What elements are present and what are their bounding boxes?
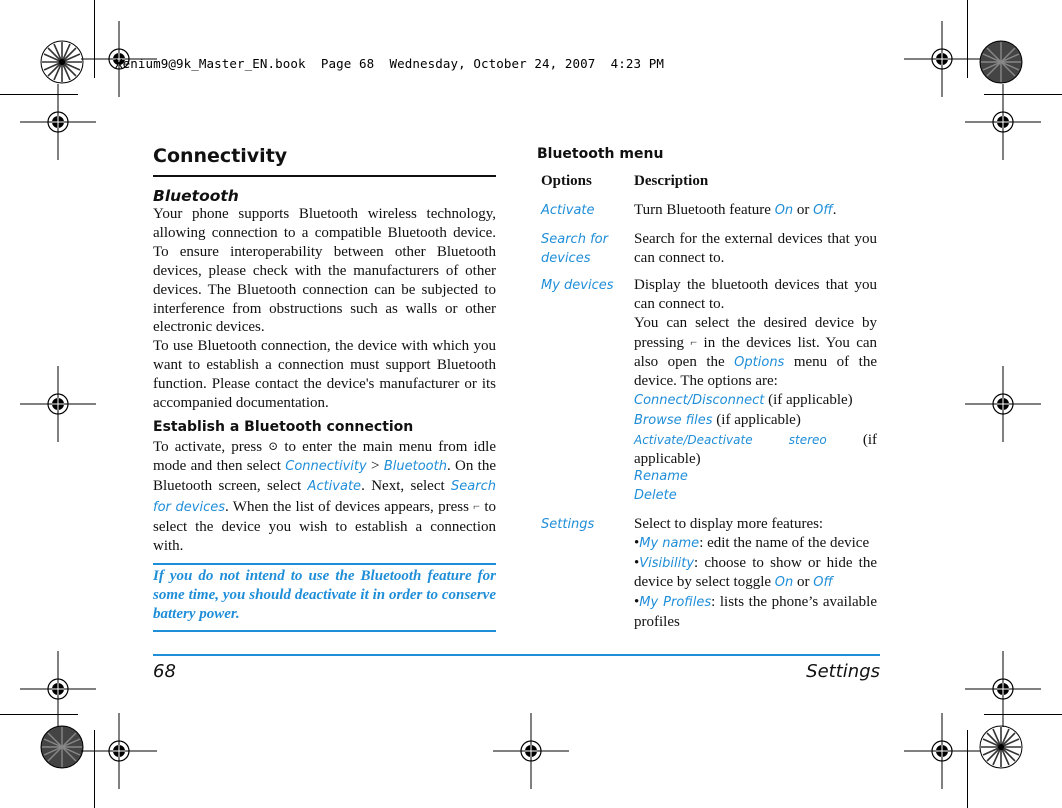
on-value: On (774, 203, 794, 218)
section-name: Settings (806, 661, 880, 682)
description-my-devices: Display the bluetooth devices that you can connect to. You can select the desired device by pressing ⌐ in the devices list. You can also open the Options menu of the device. The options are: Connect/Disconnect (if applicable) Browse files (if applicable) Activate/Deactivate stereo (if applicable) Rename Delete (634, 276, 877, 515)
description-search-for-devices: Search for the external devices that you can connect to. (634, 230, 877, 266)
activate-option-link: Activate (307, 478, 362, 494)
device-option-delete: Delete (634, 488, 677, 504)
description-settings: Select to display more features: •My name: edit the name of the device •Visibility: choose to show or hide the device by select toggle On or Off •My Profiles: lists the phone’s available profiles (634, 515, 877, 630)
option-search-for-devices: Search for devices (541, 231, 608, 266)
options-menu-link: Options (734, 354, 785, 370)
page-footer (153, 654, 880, 686)
option-settings: Settings (541, 516, 595, 532)
left-column (153, 143, 496, 632)
print-slug: Xenium9@9k_Master_EN.book Page 68 Wednesday, October 24, 2007 4:23 PM (115, 56, 665, 71)
activate-instructions: To activate, press ⊙ to enter the main menu from idle mode and then select Connectivity > Bluetooth. On the Bluetooth screen, select Activate. Next, select Search for devices. When the list of devices appears, press ⌐ to select the device you wish to establish a connection with. (153, 438, 497, 554)
table-row (537, 276, 877, 515)
page-number: 68 (153, 661, 176, 682)
ok-key-icon: ⊙ (268, 438, 279, 453)
device-option-connect: Connect/Disconnect (if applicable) (634, 392, 853, 409)
bluetooth-menu-link: Bluetooth (383, 458, 447, 474)
option-my-devices: My devices (541, 278, 614, 294)
off-value: Off (813, 203, 833, 218)
bluetooth-menu-table (537, 171, 877, 641)
bluetooth-requirement-paragraph: To use Bluetooth connection, the device with which you want to establish a connection must support Bluetooth function. Please contact the device's manufacturer or its accompanied documentation. (153, 338, 496, 412)
table-row (537, 515, 877, 641)
device-option-rename: Rename (634, 469, 688, 485)
settings-item-my-profiles: •My Profiles: lists the phone’s available profiles (634, 594, 877, 630)
table-row (537, 230, 877, 277)
search-devices-option-link: Search for devices (153, 478, 496, 515)
option-activate: Activate (541, 203, 595, 218)
settings-item-my-name: •My name: edit the name of the device (634, 534, 870, 551)
description-column-header: Description (634, 173, 709, 189)
battery-tip-note: If you do not intend to use the Bluetooth feature for some time, you should deactivate it in order to conserve battery power. (153, 563, 496, 632)
bluetooth-menu-title: Bluetooth menu (537, 146, 664, 162)
table-row (537, 201, 877, 230)
right-column (537, 144, 877, 641)
table-header-row (537, 171, 877, 201)
connectivity-menu-link: Connectivity (285, 458, 367, 474)
bluetooth-intro-paragraph: Your phone supports Bluetooth wireless technology, allowing connection to a compatible Bluetooth device. To ensure interoperability between other Bluetooth devices, please check with the manufacturers of other devices. The Bluetooth connection can be subjected to interference from obstructions such as walls or other electronic devices. (153, 206, 496, 336)
left-softkey-icon: ⌐ (690, 334, 698, 349)
device-option-browse: Browse files (if applicable) (634, 411, 801, 428)
settings-item-visibility: •Visibility: choose to show or hide the device by select toggle On or Off (634, 554, 877, 591)
device-option-stereo: Activate/Deactivate stereo (if applicable) (634, 431, 878, 467)
establish-connection-heading: Establish a Bluetooth connection (153, 418, 414, 435)
description-activate: Turn Bluetooth feature On or Off. (634, 202, 837, 218)
bluetooth-heading: Bluetooth (153, 187, 239, 205)
left-softkey-icon: ⌐ (473, 498, 481, 513)
page-title: Connectivity (153, 143, 496, 177)
options-column-header: Options (541, 173, 592, 189)
